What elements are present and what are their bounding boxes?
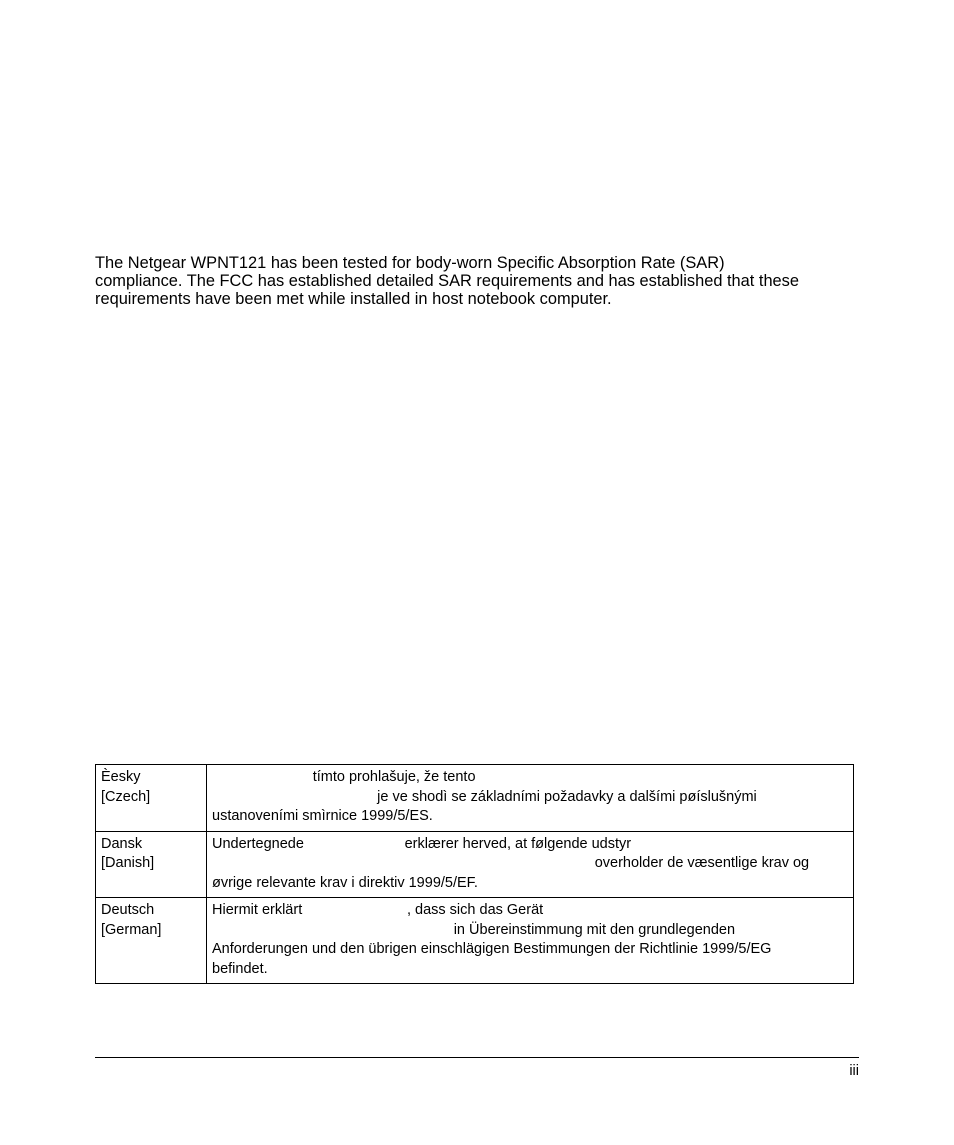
paragraph-line: requirements have been met while installed in host notebook computer.	[95, 290, 612, 308]
table-row	[96, 831, 854, 898]
page-number: iii	[849, 1063, 859, 1079]
declaration-line: Undertegnede erklærer herved, at følgende udstyr	[212, 835, 632, 852]
language-english-name: [Czech]	[101, 788, 151, 805]
language-name: Deutsch	[101, 902, 155, 918]
declaration-line: in Übereinstimmung mit den grundlegenden	[212, 921, 736, 938]
declaration-table	[95, 764, 854, 984]
paragraph-line: compliance. The FCC has established detailed SAR requirements and has established that these	[95, 272, 799, 290]
declaration-line: je ve shodì se základními požadavky a dalšími pøíslušnými	[212, 788, 757, 805]
language-english-name: [Danish]	[101, 855, 155, 871]
sar-compliance-paragraph	[95, 254, 865, 308]
declaration-line: Hiermit erklärt , dass sich das Gerät	[212, 902, 544, 918]
declaration-line: overholder de væsentlige krav og	[212, 855, 810, 871]
language-cell	[96, 898, 207, 984]
language-cell	[96, 765, 207, 832]
language-cell	[96, 831, 207, 898]
declaration-line: tímto prohlašuje, že tento	[212, 769, 476, 785]
declaration-text-cell	[207, 831, 854, 898]
declaration-line: ustanoveními smìrnice 1999/5/ES.	[212, 808, 433, 824]
declaration-text-cell	[207, 765, 854, 832]
declaration-line: Anforderungen und den übrigen einschlägigen Bestimmungen der Richtlinie 1999/5/EG	[212, 941, 772, 957]
paragraph-line: The Netgear WPNT121 has been tested for body-worn Specific Absorption Rate (SAR)	[95, 254, 725, 272]
table-row	[96, 898, 854, 984]
declaration-line: befindet.	[212, 960, 268, 977]
footer-divider	[95, 1057, 859, 1058]
language-english-name: [German]	[101, 921, 162, 938]
declaration-line: øvrige relevante krav i direktiv 1999/5/EF.	[212, 874, 478, 891]
language-name: Dansk	[101, 835, 143, 852]
language-name: Èesky	[101, 769, 141, 785]
declaration-text-cell	[207, 898, 854, 984]
table-row	[96, 765, 854, 832]
